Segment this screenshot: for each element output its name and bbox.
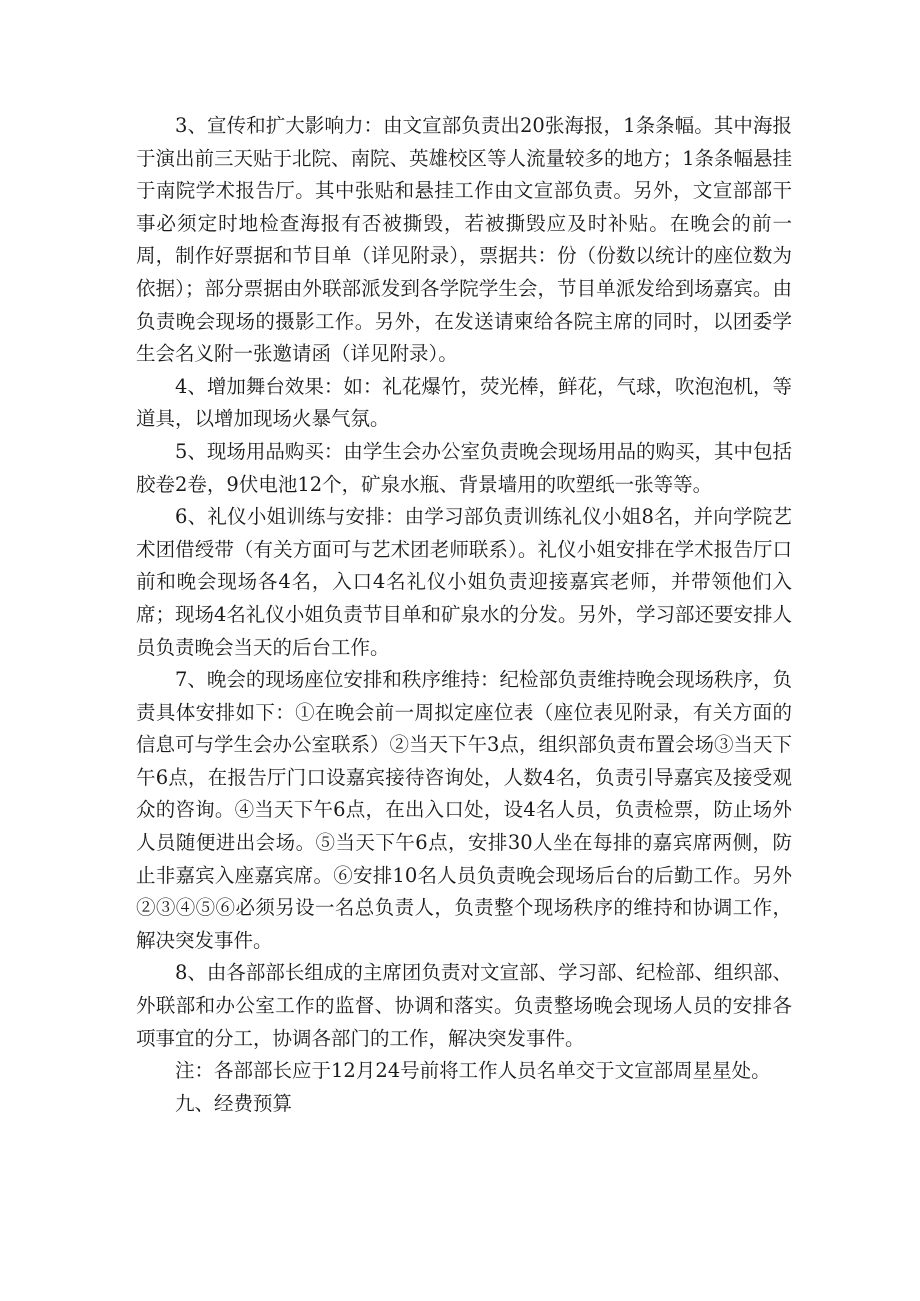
paragraph-etiquette: 6、礼仪小姐训练与安排：由学习部负责训练礼仪小姐8名，并向学院艺术团借绶带（有关方面可与艺术团老师联系）。礼仪小姐安排在学术报告厅口前和晚会现场各4名，入口4名礼仪小姐负责迎接嘉宾老师，并带领他们入席；现场4名礼仪小姐负责节目单和矿泉水的分发。另外，学习部还要安排人员负责晚会当天的后台工作。 bbox=[136, 505, 792, 659]
section-heading-budget: 九、经费预算 bbox=[175, 1091, 293, 1115]
paragraph-presidium: 8、由各部部长组成的主席团负责对文宣部、学习部、纪检部、组织部、外联部和办公室工作的监督、协调和落实。负责整场晚会现场人员的安排各项事宜的分工，协调各部门的工作，解决突发事件。 bbox=[136, 961, 792, 1050]
paragraph-note: 注：各部部长应于12月24号前将工作人员名单交于文宣部周星星处。 bbox=[175, 1059, 771, 1083]
paragraph-seating-order: 7、晚会的现场座位安排和秩序维持：纪检部负责维持晚会现场秩序，负责具体安排如下：①在晚会前一周拟定座位表（座位表见附录，有关方面的信息可与学生会办公室联系）②当天下午3点，组织部负责布置会场③当天下午6点，在报告厅门口设嘉宾接待咨询处，人数4名，负责引导嘉宾及接受观众的咨询。④当天下午6点，在出入口处，设4名人员，负责检票，防止场外人员随便进出会场。⑤当天下午6点，安排30人坐在每排的嘉宾席两侧，防止非嘉宾入座嘉宾席。⑥安排10名人员负责晚会现场后台的后勤工作。另外②③④⑤⑥必须另设一名总负责人，负责整个现场秩序的维持和协调工作，解决突发事件。 bbox=[136, 668, 792, 952]
paragraph-publicity: 3、宣传和扩大影响力：由文宣部负责出20张海报，1条条幅。其中海报于演出前三天贴于北院、南院、英雄校区等人流量较多的地方；1条条幅悬挂于南院学术报告厅。其中张贴和悬挂工作由文宣部负责。另外，文宣部部干事必须定时地检查海报有否被撕毁，若被撕毁应及时补贴。在晚会的前一周，制作好票据和节目单（详见附录），票据共：份（份数以统计的座位数为依据）；部分票据由外联部派发到各学院学生会，节目单派发给到场嘉宾。由负责晚会现场的摄影工作。另外，在发送请柬给各院主席的同时，以团委学生会名义附一张邀请函（详见附录）。 bbox=[136, 114, 792, 366]
document-body bbox=[136, 110, 792, 1120]
paragraph-purchasing: 5、现场用品购买：由学生会办公室负责晚会现场用品的购买，其中包括胶卷2卷，9伏电池12个，矿泉水瓶、背景墙用的吹塑纸一张等等。 bbox=[136, 439, 792, 496]
paragraph-stage-effects: 4、增加舞台效果：如：礼花爆竹，荧光棒，鲜花，气球，吹泡泡机，等道具，以增加现场火暴气氛。 bbox=[136, 374, 792, 431]
